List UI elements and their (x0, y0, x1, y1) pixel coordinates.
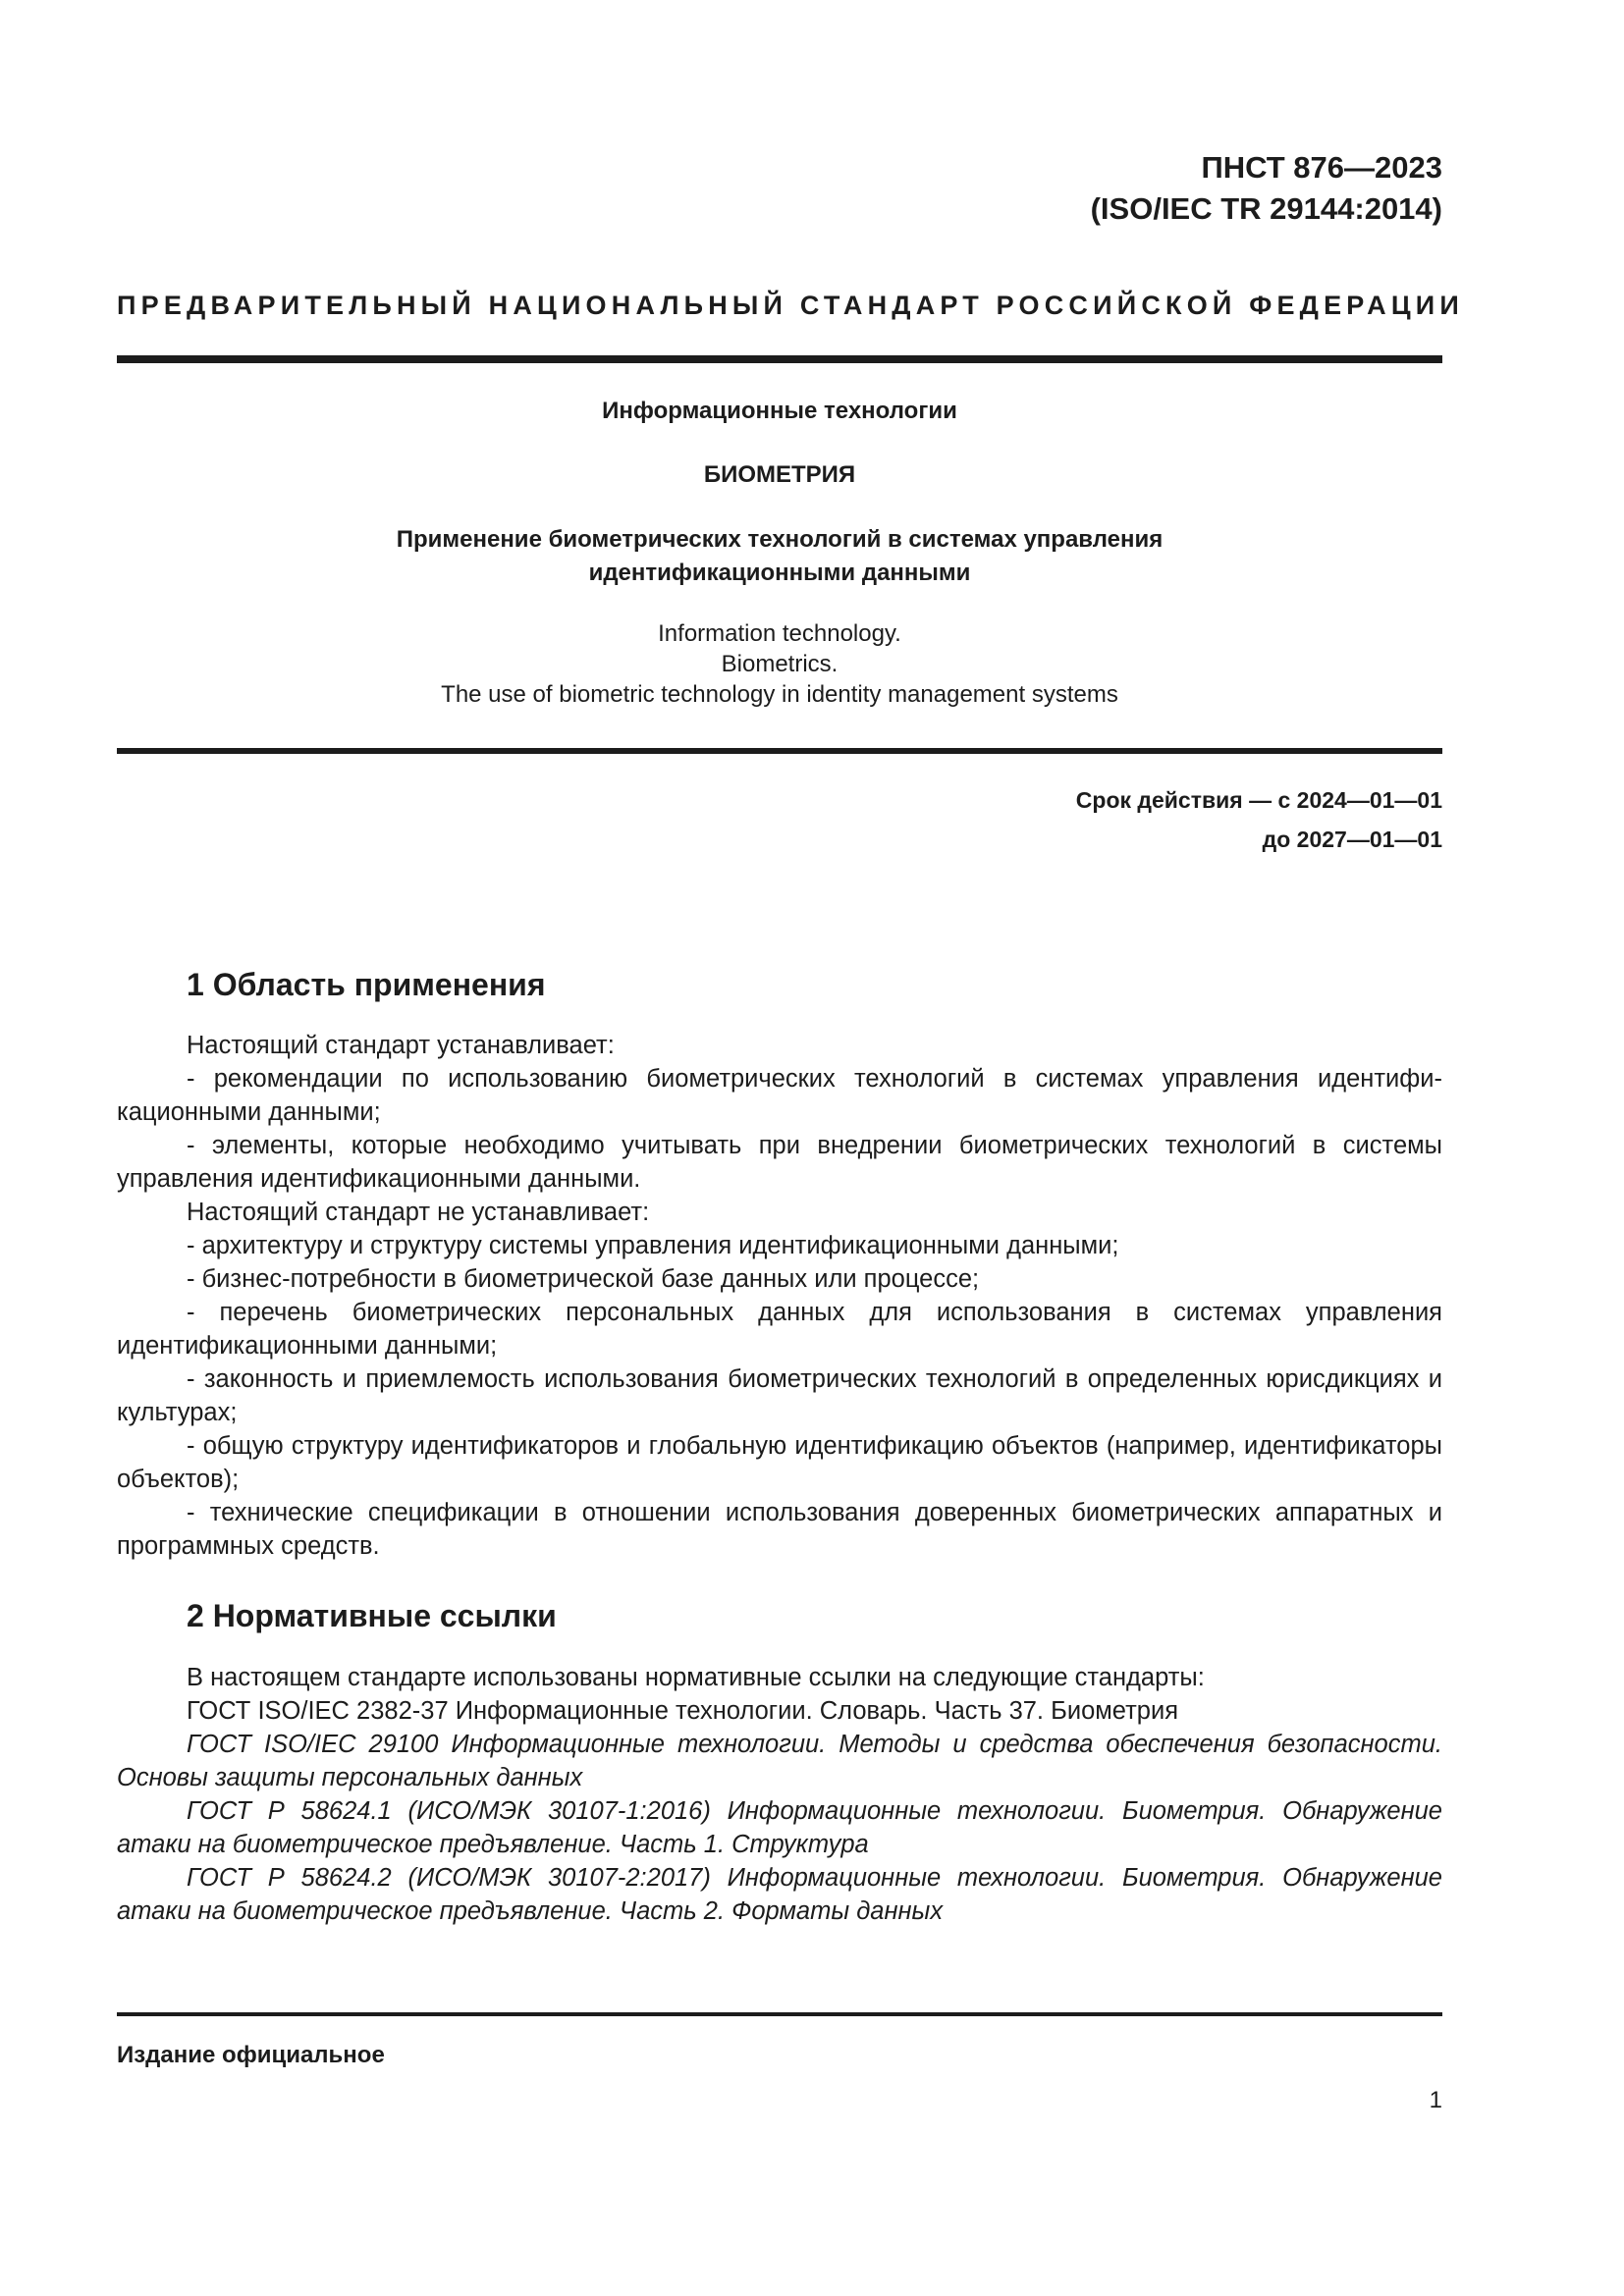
title-main-line1: Применение биометрических технологий в системах управления (396, 526, 1164, 553)
title-subject: БИОМЕТРИЯ (703, 461, 856, 488)
section-1-heading: 1 Область применения (187, 967, 546, 1002)
edition-label: Издание официальное (117, 2042, 385, 2068)
footer-divider (117, 2012, 1442, 2016)
paragraph: - элементы, которые необходимо учитывать при внедрении биометрических технологий в системы управления идентификационными данными. (117, 1132, 1442, 1193)
paragraph: Настоящий стандарт не устанавливает: (187, 1199, 650, 1226)
english-title-line3: The use of biometric technology in identity management systems (441, 681, 1118, 708)
section-1-body (117, 1029, 1442, 1563)
section-2-heading: 2 Нормативные ссылки (187, 1598, 557, 1633)
iso-reference: (ISO/IEC TR 29144:2014) (1090, 191, 1442, 226)
section-2-body (117, 1661, 1442, 1928)
title-main-line2: идентификационными данными (588, 560, 971, 586)
paragraph: - рекомендации по использованию биометрических технологий в системах управления идентификационными данными; (117, 1065, 1442, 1126)
reference-item: ГОСТ ISO/IEC 2382-37 Информационные технологии. Словарь. Часть 37. Биометрия (187, 1697, 1179, 1725)
paragraph: В настоящем стандарте использованы нормативные ссылки на следующие стандарты: (187, 1664, 1205, 1691)
title-main (117, 523, 1442, 590)
standard-number: ПНСТ 876—2023 (1201, 150, 1442, 185)
standard-identifier (1091, 147, 1442, 230)
paragraph: Настоящий стандарт устанавливает: (187, 1032, 615, 1059)
top-divider (117, 355, 1442, 363)
validity-period (1076, 780, 1442, 859)
paragraph: - законность и приемлемость использования биометрических технологий в определенных юрисдикциях и культурах; (117, 1365, 1442, 1426)
page-number: 1 (1429, 2087, 1442, 2113)
reference-item: ГОСТ Р 58624.2 (ИСО/МЭК 30107-2:2017) Информационные технологии. Биометрия. Обнаружение атаки на биометрическое предъявление. Часть 2. Форматы данных (117, 1864, 1442, 1925)
paragraph: - технические спецификации в отношении использования доверенных биометрических аппаратных и программных средств. (117, 1499, 1442, 1560)
paragraph: - архитектуру и структуру системы управления идентификационными данными; (187, 1232, 1119, 1259)
title-field: Информационные технологии (602, 398, 957, 424)
paragraph: - перечень биометрических персональных данных для использования в системах управления идентификационными данными; (117, 1299, 1442, 1360)
english-title-line2: Biometrics. (721, 651, 839, 677)
reference-item: ГОСТ Р 58624.1 (ИСО/МЭК 30107-1:2016) Информационные технологии. Биометрия. Обнаружение атаки на биометрическое предъявление. Часть 1. Структура (117, 1797, 1442, 1858)
validity-from: Срок действия — с 2024—01—01 (1075, 787, 1442, 813)
middle-divider (117, 748, 1442, 754)
paragraph: - бизнес-потребности в биометрической базе данных или процессе; (187, 1265, 980, 1293)
english-title-line1: Information technology. (658, 620, 901, 647)
paragraph: - общую структуру идентификаторов и глобальную идентификацию объектов (например, идентификаторы объектов); (117, 1432, 1442, 1493)
validity-to: до 2027—01—01 (1262, 827, 1442, 852)
reference-item: ГОСТ ISO/IEC 29100 Информационные технологии. Методы и средства обеспечения безопасности. Основы защиты персональных данных (117, 1731, 1442, 1791)
standard-banner: ПРЕДВАРИТЕЛЬНЫЙ НАЦИОНАЛЬНЫЙ СТАНДАРТ РОССИЙСКОЙ ФЕДЕРАЦИИ (117, 291, 1464, 320)
english-title (117, 618, 1442, 710)
